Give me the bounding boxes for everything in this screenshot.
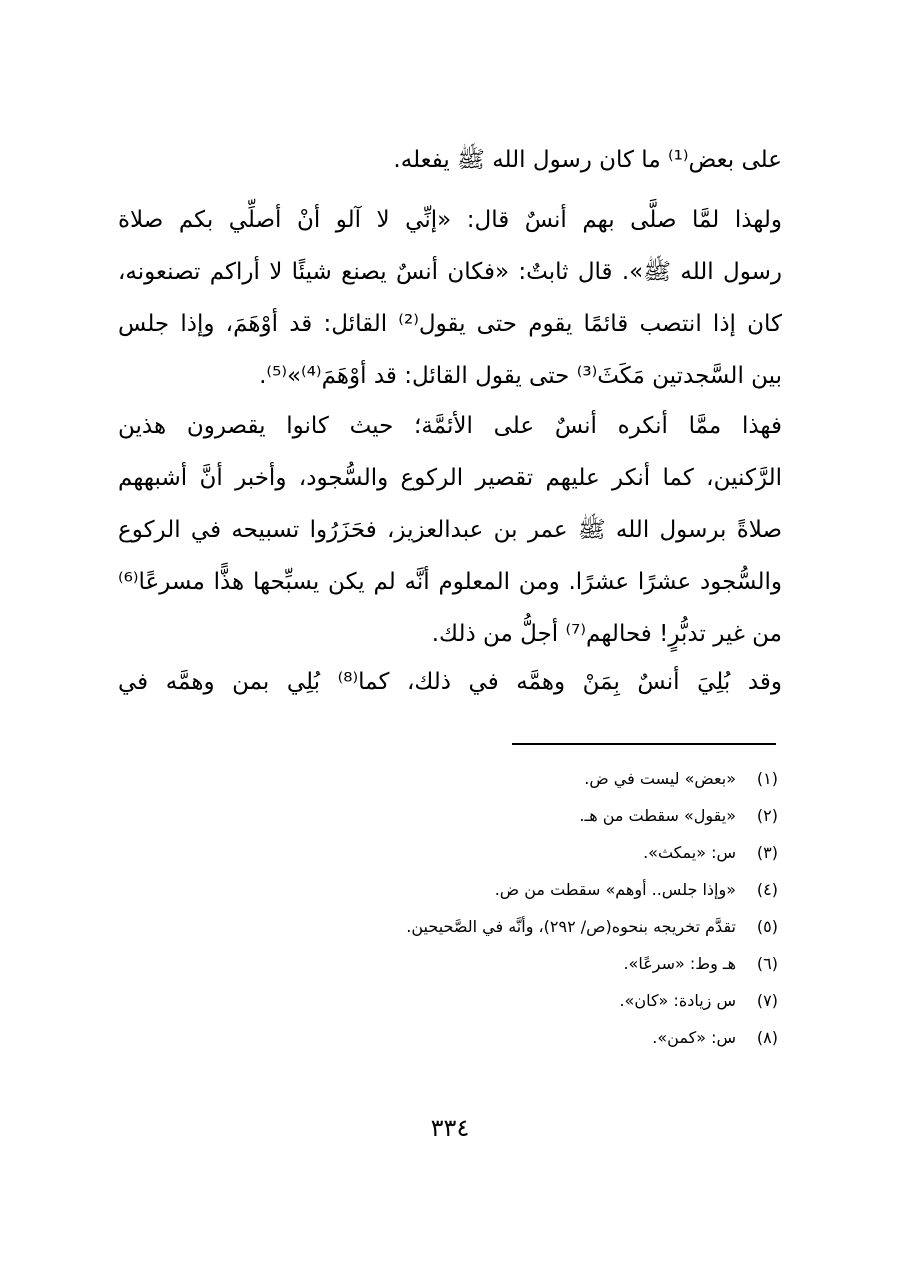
footnote-text: س زيادة: «كان». <box>619 991 736 1010</box>
footnote-item <box>178 760 778 797</box>
footnote-item <box>178 908 778 945</box>
footnote-divider <box>512 743 776 745</box>
footnote-number: (١) <box>756 769 778 788</box>
footnote-number: (٦) <box>756 954 778 973</box>
paragraph-2 <box>118 194 782 402</box>
paragraph-1 <box>118 134 782 186</box>
paragraph-4 <box>118 656 782 708</box>
footnote-text: «بعض» ليست في ض. <box>584 769 736 788</box>
text-line: وقد بُلِيَ أنسٌ بِمَنْ وهمَّه في ذلك، كما⁽⁸⁾ بُلِي بمن وهمَّه في <box>118 669 782 695</box>
footnote-item <box>178 834 778 871</box>
footnote-number: (٢) <box>756 806 778 825</box>
footnote-number: (٥) <box>756 917 778 936</box>
footnote-text: تقدَّم تخريجه بنحوه(ص/ ٢٩٢)، وأنَّه في الصَّحيحين. <box>406 917 736 936</box>
footnote-item <box>178 982 778 1019</box>
text-line: والسُّجود عشرًا عشرًا. ومن المعلوم أنَّه لم يكن يسبِّحها هذًّا مسرعًا⁽⁶⁾ <box>118 569 782 595</box>
text-line: رسول الله ﷺ». قال ثابتٌ: «فكان أنسٌ يصنع شيئًا لا أراكم تصنعونه، <box>118 259 782 285</box>
footnote-text: «يقول» سقطت من هـ. <box>579 806 736 825</box>
text-line: كان إذا انتصب قائمًا يقوم حتى يقول⁽²⁾ القائل: قد أوْهَمَ، وإذا جلس <box>118 311 782 337</box>
footnote-item <box>178 797 778 834</box>
footnote-text: «وإذا جلس.. أوهم» سقطت من ض. <box>494 880 736 899</box>
footnote-number: (٧) <box>756 991 778 1010</box>
text-line: من غير تدبُّرٍ! فحالهم⁽⁷⁾ أجلُّ من ذلك. <box>431 621 782 647</box>
text-line: الرَّكنين، كما أنكر عليهم تقصير الركوع والسُّجود، وأخبر أنَّ أشبههم <box>118 465 782 491</box>
text-line: فهذا ممَّا أنكره أنسٌ على الأئمَّة؛ حيث كانوا يقصرون هذين <box>118 413 782 439</box>
paragraph-3 <box>118 400 782 660</box>
footnote-text: س: «كمن». <box>652 1028 736 1047</box>
footnote-text: س: «يمكث». <box>643 843 736 862</box>
footnote-item <box>178 1019 778 1056</box>
footnote-number: (٨) <box>756 1028 778 1047</box>
footnote-item <box>178 945 778 982</box>
text-line: ولهذا لمَّا صلَّى بهم أنسٌ قال: «إنِّي لا آلو أنْ أصلِّي بكم صلاة <box>118 207 782 233</box>
footnote-number: (٣) <box>756 843 778 862</box>
footnote-text: هـ وط: «سرعًا». <box>623 954 736 973</box>
footnote-number: (٤) <box>756 880 778 899</box>
text-line: صلاةً برسول الله ﷺ عمر بن عبدالعزيز، فحَزَرُوا تسبيحه في الركوع <box>118 517 782 543</box>
text-line: على بعض⁽¹⁾ ما كان رسول الله ﷺ يفعله. <box>393 147 782 173</box>
text-line: بين السَّجدتين مَكَثَ⁽³⁾ حتى يقول القائل: قد أوْهَمَ⁽⁴⁾»⁽⁵⁾. <box>259 363 782 389</box>
footnote-item <box>178 871 778 908</box>
page-number: ٣٣٤ <box>430 1114 470 1142</box>
footnotes <box>178 760 778 1056</box>
